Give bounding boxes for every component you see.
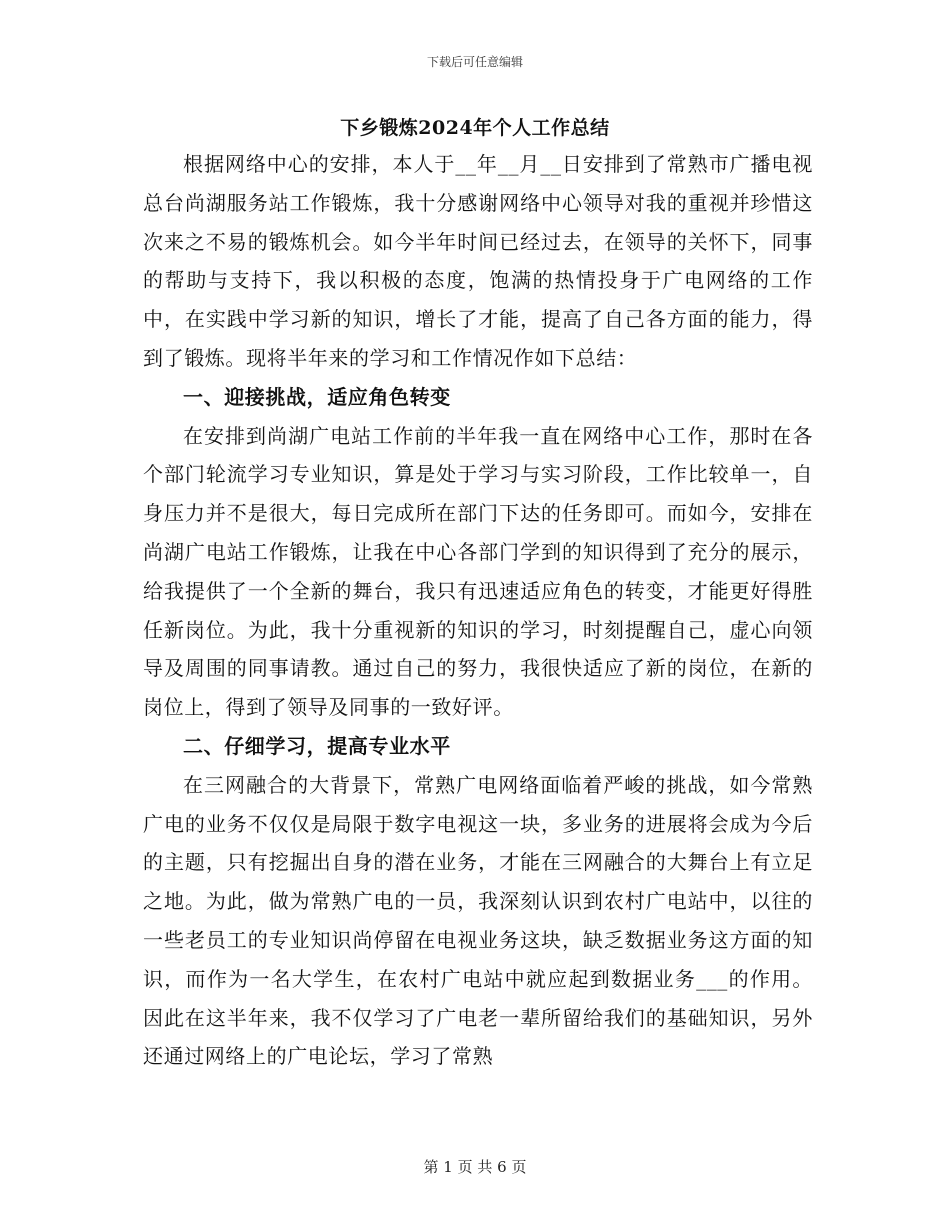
intro-paragraph: 根据网络中心的安排，本人于__年__月__日安排到了常熟市广播电视总台尚湖服务站工作锻炼，我十分感谢网络中心领导对我的重视并珍惜这次来之不易的锻炼机会。如今半年时间已经过去，在领导的关怀下，同事的帮助与支持下，我以积极的态度，饱满的热情投身于广电网络的工作中，在实践中学习新的知识，增长了才能，提高了自己各方面的能力，得到了锻炼。现将半年来的学习和工作情况作如下总结：: [143, 152, 813, 370]
document-title: 下乡锻炼2024年个人工作总结: [340, 117, 610, 139]
document-body: [143, 145, 813, 1076]
section-1-heading: 一、迎接挑战，适应角色转变: [183, 384, 451, 409]
page-number: 第 1 页 共 6 页: [423, 1158, 527, 1176]
header-note: 下载后可任意编辑: [426, 55, 523, 69]
section-1-paragraph: 在安排到尚湖广电站工作前的半年我一直在网络中心工作，那时在各个部门轮流学习专业知识，算是处于学习与实习阶段，工作比较单一，自身压力并不是很大，每日完成所在部门下达的任务即可。而如今，安排在尚湖广电站工作锻炼，让我在中心各部门学到的知识得到了充分的展示，给我提供了一个全新的舞台，我只有迅速适应角色的转变，才能更好得胜任新岗位。为此，我十分重视新的知识的学习，时刻提醒自己，虚心向领导及周围的同事请教。通过自己的努力，我很快适应了新的岗位，在新的岗位上，得到了领导及同事的一致好评。: [143, 423, 813, 720]
section-2-heading: 二、仔细学习，提高专业水平: [183, 733, 451, 758]
section-2-paragraph: 在三网融合的大背景下，常熟广电网络面临着严峻的挑战，如今常熟广电的业务不仅仅是局限于数字电视这一块，多业务的进展将会成为今后的主题，只有挖掘出自身的潜在业务，才能在三网融合的大舞台上有立足之地。为此，做为常熟广电的一员，我深刻认识到农村广电站中，以往的一些老员工的专业知识尚停留在电视业务这块，缺乏数据业务这方面的知识，而作为一名大学生，在农村广电站中就应起到数据业务___的作用。因此在这半年来，我不仅学习了广电老一辈所留给我们的基础知识，另外还通过网络上的广电论坛，学习了常熟: [143, 772, 813, 1069]
